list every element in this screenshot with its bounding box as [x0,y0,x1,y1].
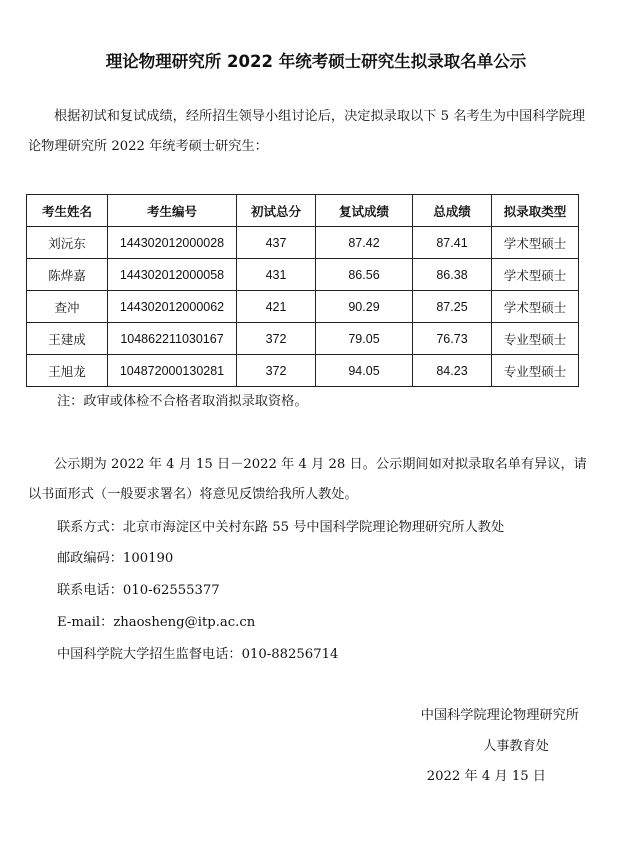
cell-initial-score: 372 [237,323,316,355]
contact-postcode: 邮政编码：100190 [57,551,174,566]
cell-name: 王旭龙 [27,355,108,387]
header-name: 考生姓名 [27,195,108,227]
notice-paragraph: 公示期为 2022 年 4 月 15 日－2022 年 4 月 28 日。公示期间如对拟录取名单有异议，请以书面形式（一般要求署名）将意见反馈给我所人教处。 [28,457,587,502]
cell-id: 144302012000062 [108,291,237,323]
cell-name: 刘沅东 [27,227,108,259]
contact-supervision-phone: 中国科学院大学招生监督电话：010-88256714 [57,647,339,662]
contact-address: 联系方式：北京市海淀区中关村东路 55 号中国科学院理论物理研究所人教处 [57,520,505,535]
header-retest-score: 复试成绩 [316,195,413,227]
cell-id: 144302012000028 [108,227,237,259]
cell-initial-score: 421 [237,291,316,323]
cell-name: 陈烨嘉 [27,259,108,291]
table-row [27,323,579,355]
cell-id: 104862211030167 [108,323,237,355]
signature-office: 人事教育处 [483,739,549,754]
cell-total-score: 84.23 [413,355,492,387]
header-admission-type: 拟录取类型 [492,195,579,227]
cell-admission-type: 学术型硕士 [492,227,579,259]
cell-retest-score: 94.05 [316,355,413,387]
cell-id: 104872000130281 [108,355,237,387]
cell-retest-score: 79.05 [316,323,413,355]
cell-total-score: 76.73 [413,323,492,355]
cell-total-score: 86.38 [413,259,492,291]
cell-retest-score: 86.56 [316,259,413,291]
cell-admission-type: 专业型硕士 [492,323,579,355]
header-total-score: 总成绩 [413,195,492,227]
note-text: 注：政审或体检不合格者取消拟录取资格。 [57,394,308,409]
cell-name: 王建成 [27,323,108,355]
cell-name: 查冲 [27,291,108,323]
table-row [27,355,579,387]
cell-initial-score: 372 [237,355,316,387]
contact-phone: 联系电话：010-62555377 [57,583,220,598]
header-id: 考生编号 [108,195,237,227]
contact-email: E-mail：zhaosheng@itp.ac.cn [57,615,256,630]
page-title: 理论物理研究所 2022 年统考硕士研究生拟录取名单公示 [105,52,527,71]
cell-initial-score: 437 [237,227,316,259]
table-header-row [27,195,579,227]
table-row [27,291,579,323]
cell-total-score: 87.25 [413,291,492,323]
cell-admission-type: 专业型硕士 [492,355,579,387]
cell-admission-type: 学术型硕士 [492,291,579,323]
table-row [27,227,579,259]
intro-paragraph: 根据初试和复试成绩，经所招生领导小组讨论后，决定拟录取以下 5 名考生为中国科学院理论物理研究所 2022 年统考硕士研究生： [28,109,586,154]
signature-institute: 中国科学院理论物理研究所 [420,708,579,723]
table-row [27,259,579,291]
cell-initial-score: 431 [237,259,316,291]
signature-date: 2022 年 4 月 15 日 [426,769,546,784]
cell-id: 144302012000058 [108,259,237,291]
cell-admission-type: 学术型硕士 [492,259,579,291]
admission-table [26,194,579,387]
cell-retest-score: 87.42 [316,227,413,259]
cell-total-score: 87.41 [413,227,492,259]
cell-retest-score: 90.29 [316,291,413,323]
header-initial-score: 初试总分 [237,195,316,227]
